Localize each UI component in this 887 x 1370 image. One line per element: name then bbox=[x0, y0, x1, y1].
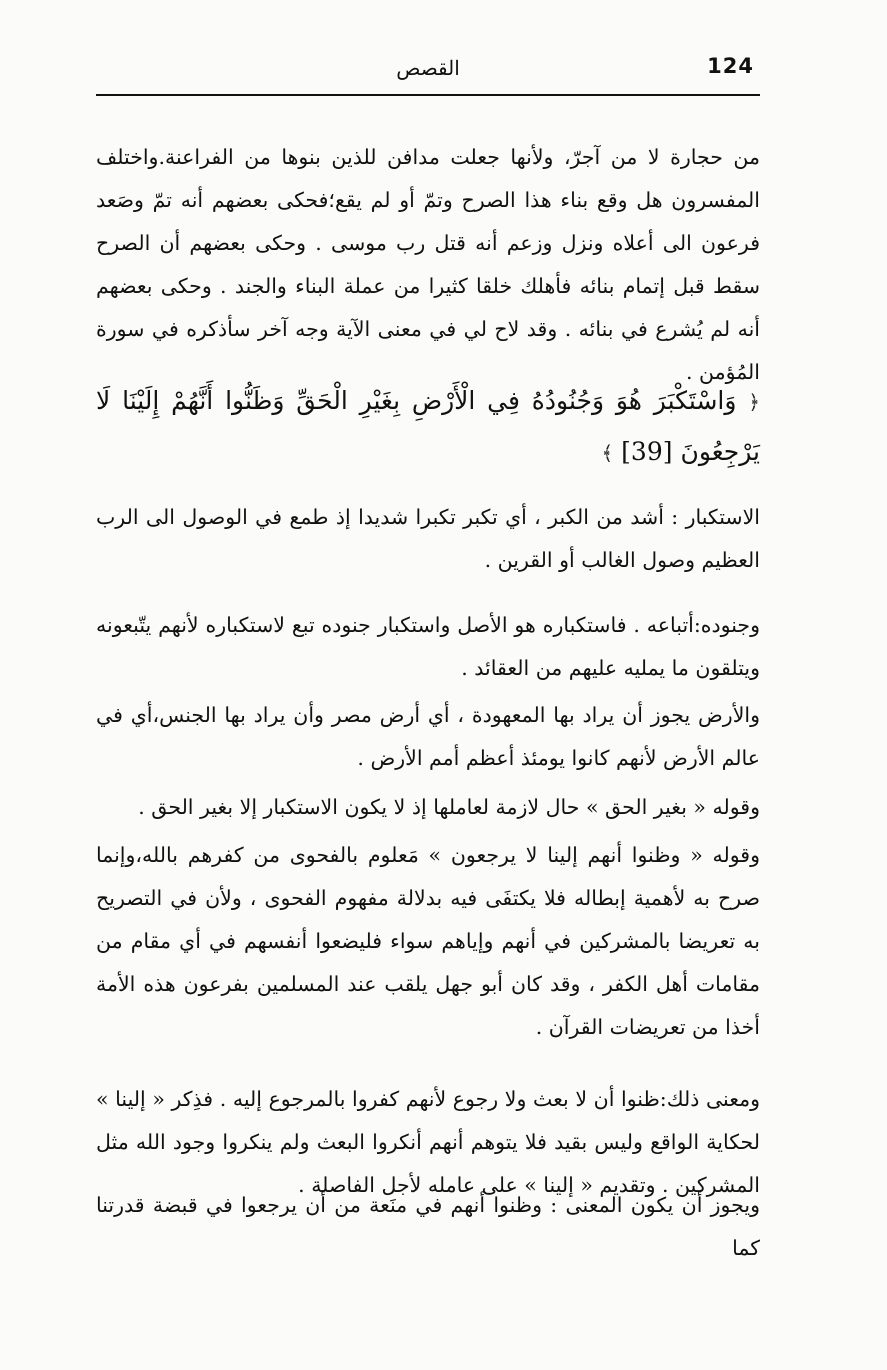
verse-close-ornament: ﴾ bbox=[601, 441, 614, 465]
page-body bbox=[96, 0, 760, 1370]
paragraph: ويجوز أن يكون المعنى : وظنوا أنهم في منَعة من أن يرجعوا في قبضة قدرتنا كما bbox=[96, 1193, 760, 1260]
verse-text: وَاسْتَكْبَرَ هُوَ وَجُنُودُهُ فِي الْأَرْضِ بِغَيْرِ الْحَقِّ وَظَنُّوا أَنَّهُمْ إِلَيْنَا لَا يَرْجِعُونَ bbox=[96, 386, 760, 466]
verse-open-ornament: ﴿ bbox=[748, 390, 760, 414]
paragraph: وجنوده:أتباعه . فاستكباره هو الأصل واستكبار جنوده تبع لاستكباره لأنهم يتّبعونه ويتلقون ما يمليه عليهم من العقائد . bbox=[96, 613, 760, 680]
paragraph: وقوله « وظنوا أنهم إلينا لا يرجعون » مَعلوم بالفحوى من كفرهم بالله،وإنما صرح به لأهمية إبطاله فلا يكتفَى فيه بدلالة مفهوم الفحوى ، ولأن في التصريح به تعريضا بالمشركين في أنهم وإياهم سواء فليضعوا أنفسهم في أي مقام من مقامات أهل الكفر ، وقد كان أبو جهل يلقب عند المسلمين بفرعون هذه الأمة أخذا من تعريضات القرآن . bbox=[96, 843, 760, 1039]
paragraph: وقوله « بغير الحق » حال لازمة لعاملها إذ لا يكون الاستكبار إلا بغير الحق . bbox=[138, 795, 760, 819]
running-title: القصص bbox=[396, 56, 460, 80]
paragraph: ومعنى ذلك:ظنوا أن لا بعث ولا رجوع لأنهم كفروا بالمرجوع إليه . فذِكر « إلينا » لحكاية الواقع وليس بقيد فلا يتوهم أنهم أنكروا البعث ولم ينكروا وجود الله مثل المشركين . وتقديم « إلينا » على عامله لأجل الفاصلة . bbox=[96, 1087, 760, 1197]
paragraph: الاستكبار : أشد من الكبر ، أي تكبر تكبرا شديدا إذ طمع في الوصول الى الرب العظيم وصول الغالب أو القرين . bbox=[96, 505, 760, 572]
paragraph: من حجارة لا من آجرّ، ولأنها جعلت مدافن للذين بنوها من الفراعنة.واختلف المفسرون هل وقع بناء هذا الصرح وتمّ أو لم يقع؛فحكى بعضهم أنه تمّ وصَعد فرعون الى أعلاه ونزل وزعم أنه قتل رب موسى . وحكى بعضهم أن الصرح سقط قبل إتمام بنائه فأهلك خلقا كثيرا من عملة البناء والجند . وحكى بعضهم أنه لم يُشرع في بنائه . وقد لاح لي في معنى الآية وجه آخر سأذكره في سورة المُؤمن . bbox=[96, 145, 760, 384]
quran-verse bbox=[96, 376, 760, 478]
verse-number: [39] bbox=[621, 437, 673, 466]
paragraph: والأرض يجوز أن يراد بها المعهودة ، أي أرض مصر وأن يراد بها الجنس،أي في عالم الأرض لأنهم كانوا يومئذ أعظم أمم الأرض . bbox=[96, 703, 760, 770]
page-number: 124 bbox=[707, 54, 754, 78]
